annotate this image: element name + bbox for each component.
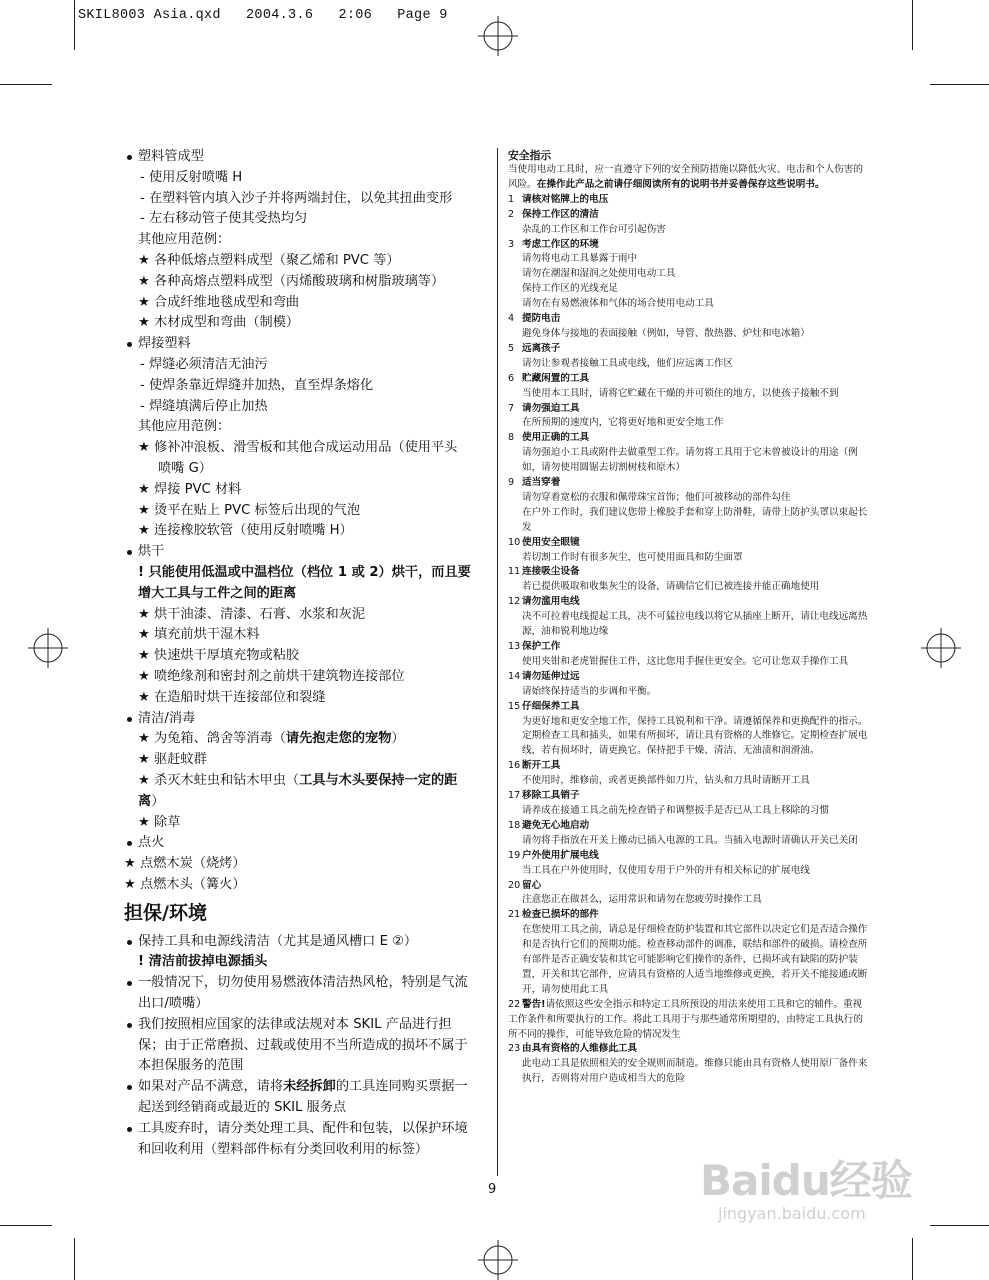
item-heading: 贮藏闲置的工具 <box>522 372 590 384</box>
emphasis: 请先抱走您的宠物 <box>285 731 392 747</box>
safety-item <box>508 595 870 610</box>
list-item: ★ 点燃木炭（烧烤） <box>124 856 246 872</box>
item-number: 10 <box>508 536 521 548</box>
list-item: - 使用反射喷嘴 H <box>140 169 243 185</box>
subheading: 其他应用范例： <box>138 419 231 435</box>
list-item: ★ 在造船时烘干连接部位和裂缝 <box>138 689 326 705</box>
subheading: 其他应用范例： <box>138 232 231 248</box>
item-body: 决不可拉着电线提起工具，决不可猛拉电线以将它从插座上断开，请让电线远离热源，油和锐利地边缘 <box>522 611 868 638</box>
list-item: ★ 木材成型和弯曲（制模） <box>138 315 300 331</box>
list-item: 工具废弃时，请分类处理工具、配件和包装，以保护环境和回收利用（塑料部件标有分类回收利用的标签） <box>124 1119 474 1161</box>
list-item <box>124 771 474 813</box>
item-body: 在您使用工具之前，请总是仔细检查防护装置和其它部件以决定它们是否适合操作和是否执行它们的预期功能。检查移动部件的调准，联结和部件的破损。请检查所有部件是否正确安装和其它可能影响它们操作的条件，已损坏或有缺陷的防护装置，开关和其它部件，应请具有资格的人适当地维修或更换，若开关不能接通或断开，请勿使用此工具 <box>522 924 868 995</box>
list-item: ★ 填充前烘干湿木料 <box>138 627 260 643</box>
item-body: 杂乱的工作区和工作台可引起伤害 <box>522 223 666 235</box>
watermark <box>700 1148 912 1223</box>
item-heading: 请勿强迫工具 <box>522 402 580 414</box>
page-number: 9 <box>488 1182 497 1197</box>
list-item: - 焊缝必须清洁无油污 <box>140 356 268 372</box>
item-body: 请勿将电动工具暴露于雨中 请勿在潮湿和湿润之处使用电动工具 保持工作区的光线充足 请勿在有易燃液体和气体的场合使用电动工具 <box>522 253 714 310</box>
text: ★ 为兔箱、鸽舍等消毒（ <box>138 731 286 747</box>
item-number: 13 <box>508 641 521 652</box>
list-item: - 使焊条靠近焊缝并加热，直至焊条熔化 <box>140 377 374 393</box>
text: 如果对产品不满意，请将 <box>138 1079 284 1095</box>
crop-mark <box>930 84 989 85</box>
item-heading: 保护工作 <box>522 641 561 652</box>
item-number: 4 <box>508 313 515 325</box>
item-heading: 警告! <box>522 998 546 1010</box>
safety-item <box>508 476 870 491</box>
emphasis: 工具与木头要保持一定的距离 <box>138 772 458 809</box>
item-body: 请始终保持适当的步调和平衡。 <box>522 685 657 697</box>
list-item: ★ 喷绝缘剂和密封剂之前烘干建筑物连接部位 <box>138 668 405 684</box>
item-body: 请依照这些安全指示和特定工具所预设的用法来使用工具和它的辅件。重视工作条件和所要执行的工作。将此工具用于与那些通常所期望的，由特定工具执行的所不同的操作，可能导致危险的情况发生 <box>508 998 863 1040</box>
crop-mark <box>930 1225 989 1226</box>
item-number: 20 <box>508 879 521 891</box>
item-number: 3 <box>508 238 515 250</box>
item-number: 2 <box>508 208 515 220</box>
item-heading: 户外使用扩展电线 <box>522 849 599 861</box>
list-item: ★ 修补冲浪板、滑雪板和其他合成运动用品（使用平头 <box>138 440 458 456</box>
item-number: 6 <box>508 372 515 384</box>
safety-item <box>508 565 870 580</box>
text: ） <box>391 731 405 747</box>
watermark-brand: Baidu经验 <box>700 1156 912 1205</box>
safety-item <box>508 908 870 923</box>
list-item: ★ 各种高熔点塑料成型（丙烯酸玻璃和树脂玻璃等） <box>138 273 445 289</box>
item-heading: 由具有资格的人维修此工具 <box>522 1043 638 1055</box>
crop-mark <box>912 1238 913 1280</box>
list-item: ★ 驱赶蚊群 <box>138 752 207 768</box>
item-body: 请勿穿着宽松的衣服和佩带珠宝首饰；他们可被移动的部件勾住 在户外工作时，我们建议您带上橡胶手套和穿上防滑鞋，请带上防护头罩以束起长发 <box>522 491 868 533</box>
item-heading: 使用安全眼镜 <box>522 536 580 548</box>
item-heading: 请勿延伸过远 <box>522 670 580 682</box>
section-heading: 清洁/消毒 <box>124 709 474 730</box>
registration-mark-icon <box>478 16 518 56</box>
list-item: ★ 除草 <box>138 814 181 830</box>
text: ） <box>151 793 165 809</box>
item-number: 21 <box>508 909 521 921</box>
crop-mark <box>74 0 75 50</box>
list-item: ★ 各种低熔点塑料成型（聚乙烯和 PVC 等） <box>138 252 400 268</box>
warning-note: ! 只能使用低温或中温档位（档位 1 或 2）烘干，而且要增大工具与工件之间的距离 <box>138 564 471 601</box>
list-item: ★ 点燃木头（篝火） <box>124 876 246 892</box>
safety-item <box>508 372 870 387</box>
column-divider <box>497 148 498 1176</box>
section-heading: 点火 <box>124 833 474 854</box>
item-number: 7 <box>508 402 515 414</box>
safety-item <box>508 849 870 864</box>
safety-item <box>508 208 870 223</box>
safety-item <box>508 431 870 446</box>
list-item: ★ 快速烘干厚填充物或粘胶 <box>138 648 300 664</box>
item-body: 不使用时，维修前，或者更换部件如刀片，钻头和刀具时请断开工具 <box>522 775 810 787</box>
right-column <box>508 148 870 1087</box>
crop-mark <box>0 1225 52 1226</box>
safety-item <box>508 342 870 357</box>
item-body: 请勿将手指放在开关上搬动已插入电源的工具。当插入电源时请确认开关已关闭 <box>522 834 858 846</box>
crop-mark <box>74 1238 75 1280</box>
item-body: 请养成在接通工具之前先检查销子和调整扳手是否已从工具上移除的习惯 <box>522 804 829 816</box>
safety-item <box>508 670 870 685</box>
item-number: 19 <box>508 849 521 861</box>
safety-item <box>508 193 870 208</box>
safety-item <box>508 312 870 327</box>
safety-item <box>508 759 870 774</box>
item-number: 15 <box>508 700 521 712</box>
list-item: ★ 合成纤维地毯成型和弯曲 <box>138 294 300 310</box>
item-body: 当使用本工具时，请将它贮藏在干燥的并可锁住的地方，以使孩子接触不到 <box>522 387 839 399</box>
list-item <box>124 1077 474 1119</box>
section-heading: 烘干 <box>124 542 474 563</box>
list-item: 我们按照相应国家的法律或法规对本 SKIL 产品进行担保；由于正常磨损、过载或使用不当所造成的损坏不属于本担保服务的范围 <box>124 1015 474 1077</box>
item-number: 22 <box>508 998 521 1010</box>
item-body: 使用夹钳和老虎钳握住工件，这比您用手握住更安全。它可让您双手操作工具 <box>522 655 849 667</box>
section-heading: 塑料管成型 <box>124 147 474 168</box>
warranty-title: 担保/环境 <box>124 901 207 924</box>
list-item <box>124 729 474 750</box>
item-number: 18 <box>508 819 521 831</box>
text: ★ 杀灭木蛀虫和钻木甲虫（ <box>138 772 300 788</box>
crop-mark <box>0 84 52 85</box>
item-heading: 避免无心地启动 <box>522 819 590 831</box>
warning-note: ! 清洁前拔掉电源插头 <box>138 954 268 970</box>
emphasis: 未经拆卸 <box>283 1079 336 1095</box>
list-item: 保持工具和电源线清洁（尤其是通风槽口 E ②） <box>124 932 474 953</box>
item-body: 避免身体与接地的表面接触（例如，导管、散热器、炉灶和电冰箱） <box>522 327 810 339</box>
safety-item <box>508 640 870 655</box>
registration-mark-icon <box>28 628 68 668</box>
item-number: 14 <box>508 670 521 682</box>
item-number: 16 <box>508 760 521 772</box>
item-heading: 请核对铭牌上的电压 <box>522 193 609 205</box>
item-number: 17 <box>508 790 521 802</box>
list-item: 一般情况下，切勿使用易燃液体清洁热风枪，特别是气流出口/喷嘴） <box>124 973 474 1015</box>
list-item: ★ 焊接 PVC 材料 <box>138 481 242 497</box>
item-heading: 请勿滥用电线 <box>522 596 580 608</box>
item-body: 请勿强迫小工具或附件去做重型工作。请勿将工具用于它未曾被设计的用途（例如，请勿使用圆锯去切割树枝和原木） <box>522 447 858 474</box>
item-body: 在所预期的速度内，它将更好地和更安全地工作 <box>522 417 724 429</box>
text: 当使用电动工具时，应一直遵守下列的安全预防措施以降低火灾、电击和个人伤害的风险。 <box>508 164 863 190</box>
safety-item <box>508 238 870 253</box>
item-heading: 提防电击 <box>522 313 561 325</box>
safety-item <box>508 789 870 804</box>
item-heading: 断开工具 <box>522 760 561 772</box>
file-header: SKIL8003 Asia.qxd 2004.3.6 2:06 Page 9 <box>78 8 448 23</box>
item-body: 此电动工具是依照相关的安全规则而制造。维修只能由具有资格人使用原厂备件来执行，否则将对用户造成相当大的危险 <box>522 1058 868 1085</box>
item-heading: 留心 <box>522 879 542 891</box>
item-heading: 考虑工作区的环境 <box>522 238 599 250</box>
item-heading: 连接吸尘设备 <box>522 566 580 578</box>
item-number: 11 <box>508 566 521 578</box>
list-item-continuation: 喷嘴 G） <box>158 460 212 476</box>
safety-intro <box>508 163 870 193</box>
safety-item <box>508 700 870 715</box>
item-number: 9 <box>508 477 515 489</box>
list-item: ★ 烘干油漆、清漆、石膏、水浆和灰泥 <box>138 606 366 622</box>
item-body: 注意您正在做甚么，运用常识和请勿在您疲劳时操作工具 <box>522 894 762 906</box>
safety-list <box>508 193 870 1087</box>
list-item: - 左右移动管子使其受热均匀 <box>140 211 308 227</box>
item-heading: 远离孩子 <box>522 342 561 354</box>
safety-item <box>508 1042 870 1057</box>
item-heading: 适当穿着 <box>522 477 561 489</box>
item-body: 为更好地和更安全地工作，保持工具锐利和干净。请遵循保养和更换配件的指示。定期检查工具和插头，如果有所损坏，请让具有资格的人维修它。定期检查扩展电线，若有损坏时，请更换它。保持把手干燥、清洁、无油渍和润滑油。 <box>522 715 868 757</box>
item-number: 8 <box>508 432 515 444</box>
watermark-url: jingyan.baidu.com <box>718 1204 866 1223</box>
safety-title: 安全指示 <box>508 149 552 162</box>
safety-item <box>508 819 870 834</box>
item-heading: 保持工作区的清洁 <box>522 208 599 220</box>
section-heading: 焊接塑料 <box>124 334 474 355</box>
item-heading: 仔细保养工具 <box>522 700 580 712</box>
item-number: 12 <box>508 596 521 608</box>
item-heading: 检查已损坏的部件 <box>522 909 599 921</box>
text: 的工具连同购买票据一起送到经销商或最近的 SKIL 服务点 <box>138 1079 468 1116</box>
safety-item <box>508 998 870 1043</box>
item-body: 请勿让参观者接触工具或电线，他们应远离工作区 <box>522 357 734 369</box>
crop-mark <box>912 0 913 50</box>
registration-mark-icon <box>921 628 961 668</box>
list-item: - 在塑料管内填入沙子并将两端封住，以免其扭曲变形 <box>140 190 453 206</box>
item-heading: 移除工具销子 <box>522 790 580 802</box>
list-item: ★ 烫平在贴上 PVC 标签后出现的气泡 <box>138 502 361 518</box>
left-column <box>124 147 474 1160</box>
safety-item <box>508 536 870 551</box>
item-number: 5 <box>508 342 515 354</box>
list-item: - 焊缝填满后停止加热 <box>140 398 268 414</box>
item-body: 当工具在户外使用时，仅使用专用于户外的并有相关标记的扩展电线 <box>522 864 810 876</box>
emphasis: 在操作此产品之前请仔细阅读所有的说明书并妥善保存这些说明书。 <box>536 178 825 190</box>
registration-mark-icon <box>478 1240 518 1280</box>
list-item: ★ 连接橡胶软管（使用反射喷嘴 H） <box>138 523 353 539</box>
item-body: 若切割工作时有很多灰尘，也可使用面具和防尘面罩 <box>522 551 743 563</box>
item-heading: 使用正确的工具 <box>522 432 590 444</box>
item-number: 1 <box>508 193 515 205</box>
item-body: 若已提供吸取和收集灰尘的设备，请确信它们已被连接并能正确地使用 <box>522 581 820 593</box>
item-number: 23 <box>508 1043 521 1055</box>
safety-item <box>508 879 870 894</box>
safety-item <box>508 402 870 417</box>
